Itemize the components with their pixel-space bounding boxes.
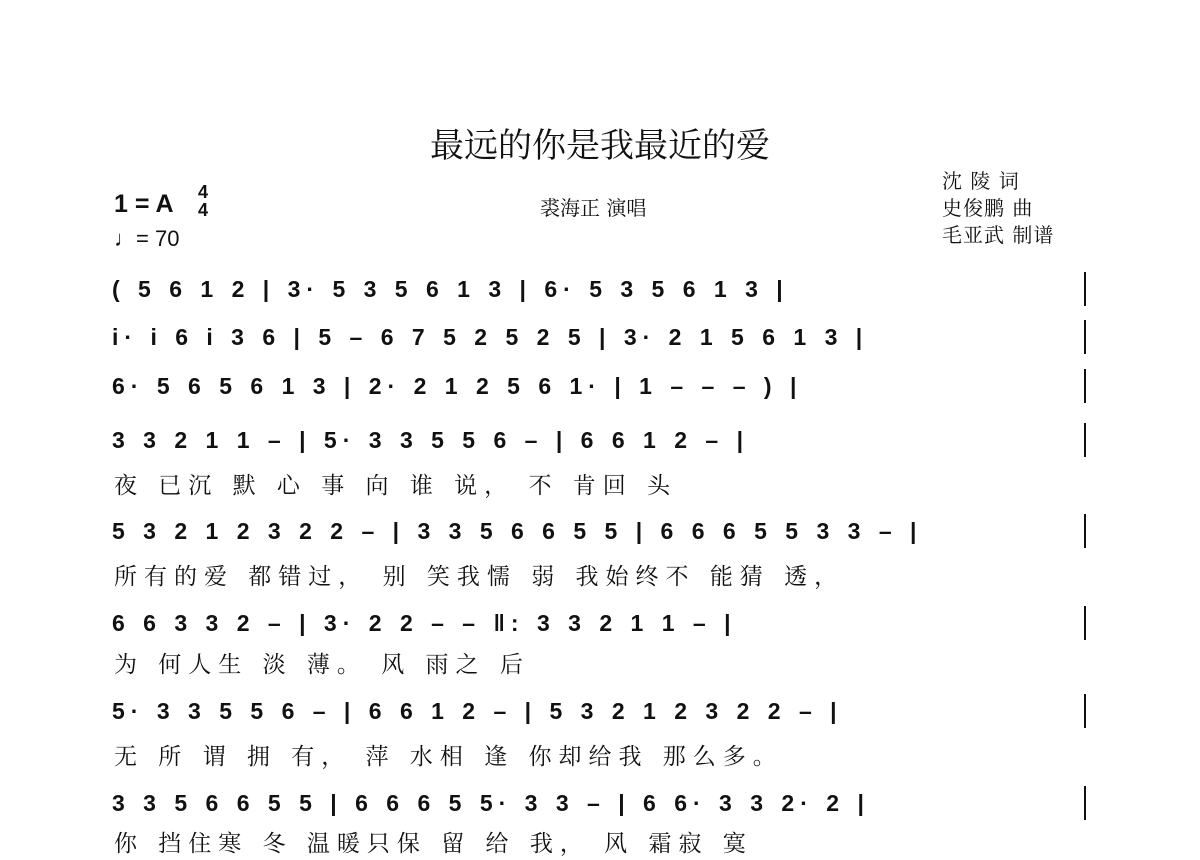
singer-credit: 裘海正 演唱 <box>540 196 647 220</box>
notation-row-8: 3 3 5 6 6 5 5 | 6 6 6 5 5· 3 3 – | 6 6· 3 3 2· 2 | <box>112 790 870 816</box>
lyric-row-7: 无 所 谓 拥 有， 萍 水相 逢 你却给我 那么多。 <box>114 744 783 770</box>
barline <box>1084 514 1086 548</box>
notation-row-7: 5· 3 3 5 5 6 – | 6 6 1 2 – | 5 3 2 1 2 3 2 2 – | <box>112 698 843 724</box>
lyricist-credit: 沈 陵 词 <box>942 169 1020 193</box>
time-signature-top: 4 <box>197 182 208 202</box>
lyric-row-8: 你 挡住寒 冬 温暖只保 留 给 我， 风 霜寂 寞 <box>114 831 753 857</box>
barline <box>1084 786 1086 820</box>
time-signature <box>196 183 210 219</box>
barline <box>1084 694 1086 728</box>
notation-row-2: i· i 6 i 3 6 | 5 – 6 7 5 2 5 2 5 | 3· 2 1 5 6 1 3 | <box>112 324 869 350</box>
lyric-row-5: 所有的爱 都错过， 别 笑我懦 弱 我始终不 能猜 透， <box>114 564 845 590</box>
song-title: 最远的你是我最近的爱 <box>430 126 770 166</box>
lyric-row-6: 为 何人生 淡 薄。 风 雨之 后 <box>114 652 530 678</box>
composer-credit: 史俊鹏 曲 <box>942 196 1034 220</box>
notation-row-1: ( 5 6 1 2 | 3· 5 3 5 6 1 3 | 6· 5 3 5 6 1 3 | <box>112 276 789 302</box>
key-signature: 1 = A <box>114 190 174 218</box>
notation-row-6: 6 6 3 3 2 – | 3· 2 2 – – ‖: 3 3 2 1 1 – | <box>112 610 737 636</box>
barline <box>1084 320 1086 354</box>
tempo-marking: ♩= 70 <box>114 226 180 251</box>
lyric-row-4: 夜 已沉 默 心 事 向 谁 说， 不 肯回 头 <box>114 473 678 499</box>
notation-row-3: 6· 5 6 5 6 1 3 | 2· 2 1 2 5 6 1· | 1 – – – ) | <box>112 373 803 399</box>
barline <box>1084 606 1086 640</box>
time-signature-bottom: 4 <box>197 200 208 220</box>
barline <box>1084 369 1086 403</box>
barline <box>1084 423 1086 457</box>
notation-row-5: 5 3 2 1 2 3 2 2 – | 3 3 5 6 6 5 5 | 6 6 6 5 5 3 3 – | <box>112 518 923 544</box>
transcriber-credit: 毛亚武 制谱 <box>942 223 1055 247</box>
notation-row-4: 3 3 2 1 1 – | 5· 3 3 5 5 6 – | 6 6 1 2 – | <box>112 427 750 453</box>
barline <box>1084 272 1086 306</box>
